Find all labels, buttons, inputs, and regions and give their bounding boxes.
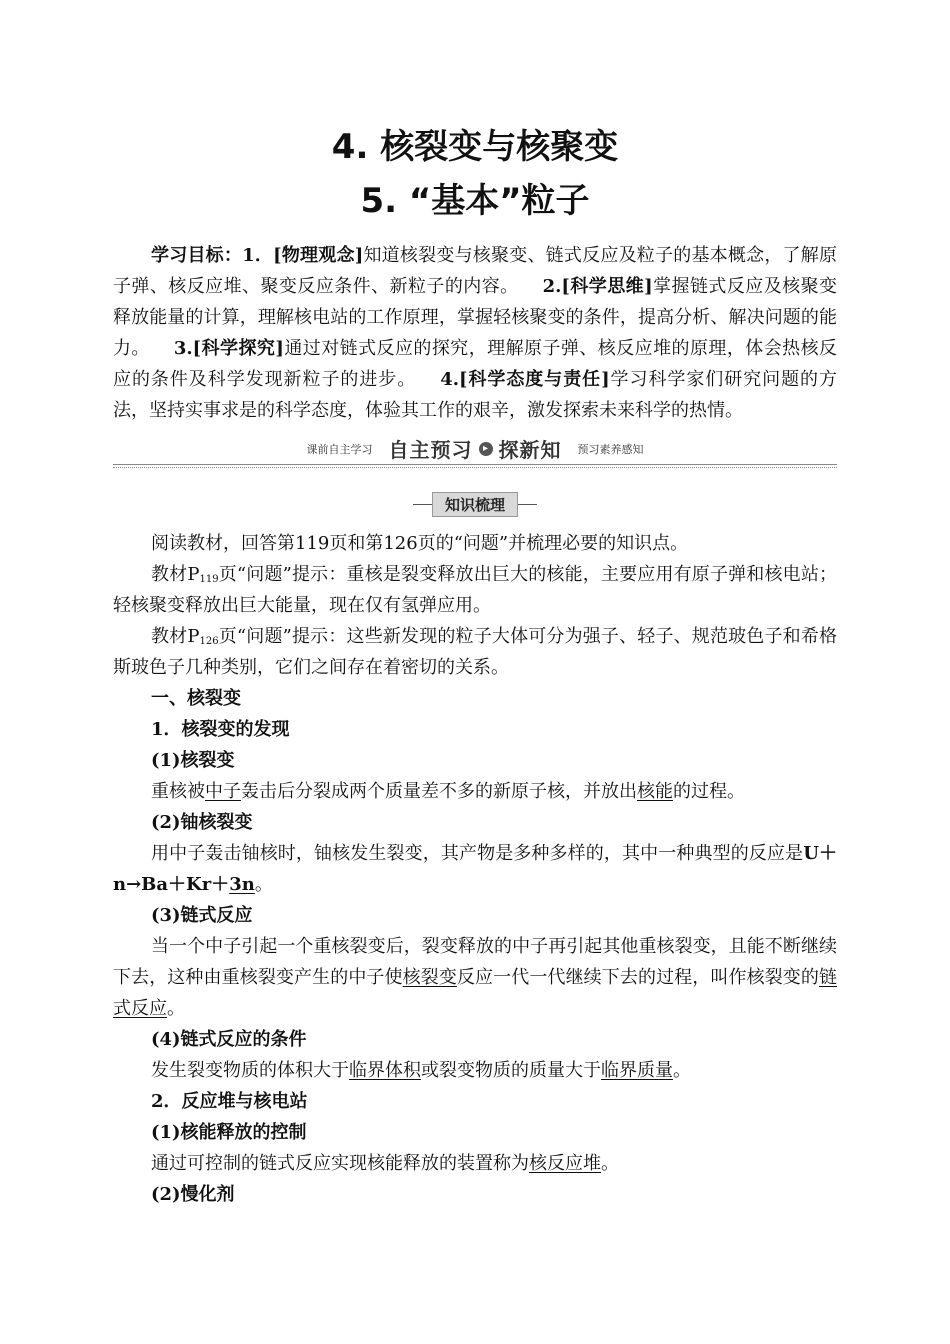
heading-1-2: (2)铀核裂变 [151, 812, 253, 833]
goal-2: 掌握链式反应及核聚变释放能量的计算，理解核电站的工作原理，掌握轻核聚变的条件，提高分析、解决问题的能力。 [113, 276, 838, 359]
goal-1: 知道核裂变与核聚变、链式反应及粒子的基本概念，了解原子弹、核反应堆、聚变反应条件、新粒子的内容。 [113, 245, 838, 297]
title-line-2: 5. “基本”粒子 [360, 181, 590, 221]
hint-1-prefix: 教材P [151, 564, 200, 585]
p1-1-text-a: 重核被 [151, 781, 205, 802]
paragraph-1-2 [113, 838, 837, 900]
paragraph-1-3 [113, 931, 837, 1024]
heading-2-2: (2)慢化剂 [151, 1184, 235, 1205]
hint-1 [113, 559, 837, 621]
p1-2-blank-1: 3n [229, 874, 255, 895]
p1-2-equation: U＋n→Ba＋Kr＋ [113, 843, 838, 895]
p1-1-text-b: 轰击后分裂成两个质量差不多的新原子核，并放出 [241, 781, 637, 802]
p2-1-text-a: 通过可控制的链式反应实现核能释放的装置称为 [151, 1153, 529, 1174]
banner-left-text: 课前自主学习 [306, 442, 373, 456]
banner-main-1: 自主预习 [385, 438, 477, 462]
p1-1-text-c: 的过程。 [673, 781, 745, 802]
hint-2 [113, 621, 837, 683]
p1-3-blank-1: 核裂变 [402, 967, 457, 988]
heading-2: 2．反应堆与核电站 [151, 1091, 308, 1112]
p1-4-text-b: 或裂变物质的质量大于 [421, 1060, 601, 1081]
section-banner [113, 434, 837, 482]
heading-part-1: 一、核裂变 [151, 688, 241, 709]
p1-4-text-a: 发生裂变物质的体积大于 [151, 1060, 349, 1081]
intro-paragraph: 阅读教材，回答第119页和第126页的“问题”并梳理必要的知识点。 [151, 533, 689, 554]
goal-4-tag: 4.[科学态度与责任] [440, 369, 610, 390]
section-label-box [113, 492, 837, 518]
learning-goals [113, 240, 837, 426]
paragraph-2-1 [113, 1148, 837, 1179]
heading-1-1: (1)核裂变 [151, 750, 235, 771]
heading-1-3: (3)链式反应 [151, 905, 253, 926]
hint-2-text: 页“问题”提示：这些新发现的粒子大体可分为强子、轻子、规范玻色子和希格斯玻色子几种类别，它们之间存在着密切的关系。 [113, 626, 837, 678]
hint-2-subscript: 126 [199, 636, 219, 647]
hint-1-text: 页“问题”提示：重核是裂变释放出巨大的核能，主要应用有原子弹和核电站；轻核聚变释放出巨大能量，现在仅有氢弹应用。 [113, 564, 837, 616]
p1-3-text-a: 当一个中子引起一个重核裂变后，裂变释放的中子再引起其他重核裂变，且能不断继续下去，这种由重核裂变产生的中子使 [113, 936, 837, 988]
goal-4: 学习科学家们研究问题的方法，坚持实事求是的科学态度，体验其工作的艰辛，激发探索未来科学的热情。 [113, 369, 837, 421]
p1-4-blank-2: 临界质量 [601, 1060, 673, 1081]
heading-2-1: (1)核能释放的控制 [151, 1122, 307, 1143]
p1-1-blank-1: 中子 [205, 781, 241, 802]
p2-1-blank-1: 核反应堆 [529, 1153, 601, 1174]
heading-1-4: (4)链式反应的条件 [151, 1029, 307, 1050]
goal-3: 通过对链式反应的探究，理解原子弹、核反应堆的原理，体会热核反应的条件及科学发现新粒子的进步。 [113, 338, 837, 390]
p1-2-text-c: 。 [254, 874, 273, 895]
paragraph-1-1 [113, 776, 837, 807]
paragraph-1-4 [113, 1055, 837, 1086]
banner-right-text: 预习素养感知 [577, 442, 644, 456]
p1-3-text-c: 。 [167, 998, 185, 1019]
goal-2-tag: 2.[科学思维] [542, 276, 653, 297]
heading-1: 1．核裂变的发现 [151, 719, 290, 740]
p1-3-text-b: 反应一代一代继续下去的过程，叫作核裂变的 [456, 967, 820, 988]
p1-2-text-a: 用中子轰击铀核时，铀核发生裂变，其产物是多种多样的，其中一种典型的反应是 [151, 843, 804, 864]
p1-4-text-c: 。 [673, 1060, 691, 1081]
hint-1-subscript: 119 [199, 574, 219, 585]
goals-lead: 学习目标：1．[物理观念] [151, 245, 364, 266]
p1-3-blank-2: 链式反应 [113, 967, 838, 1019]
title-line-1: 4. 核裂变与核聚变 [331, 127, 619, 167]
hint-2-prefix: 教材P [151, 626, 200, 647]
goal-3-tag: 3.[科学探究] [173, 338, 284, 359]
page [113, 120, 837, 1210]
section-label: 知识梳理 [432, 492, 518, 517]
p1-4-blank-1: 临界体积 [349, 1060, 421, 1081]
arrow-right-icon: ▸ [479, 442, 493, 456]
p2-1-text-c: 。 [601, 1153, 619, 1174]
banner-main-2: 探新知 [495, 438, 566, 462]
p1-1-blank-2: 核能 [637, 781, 673, 802]
